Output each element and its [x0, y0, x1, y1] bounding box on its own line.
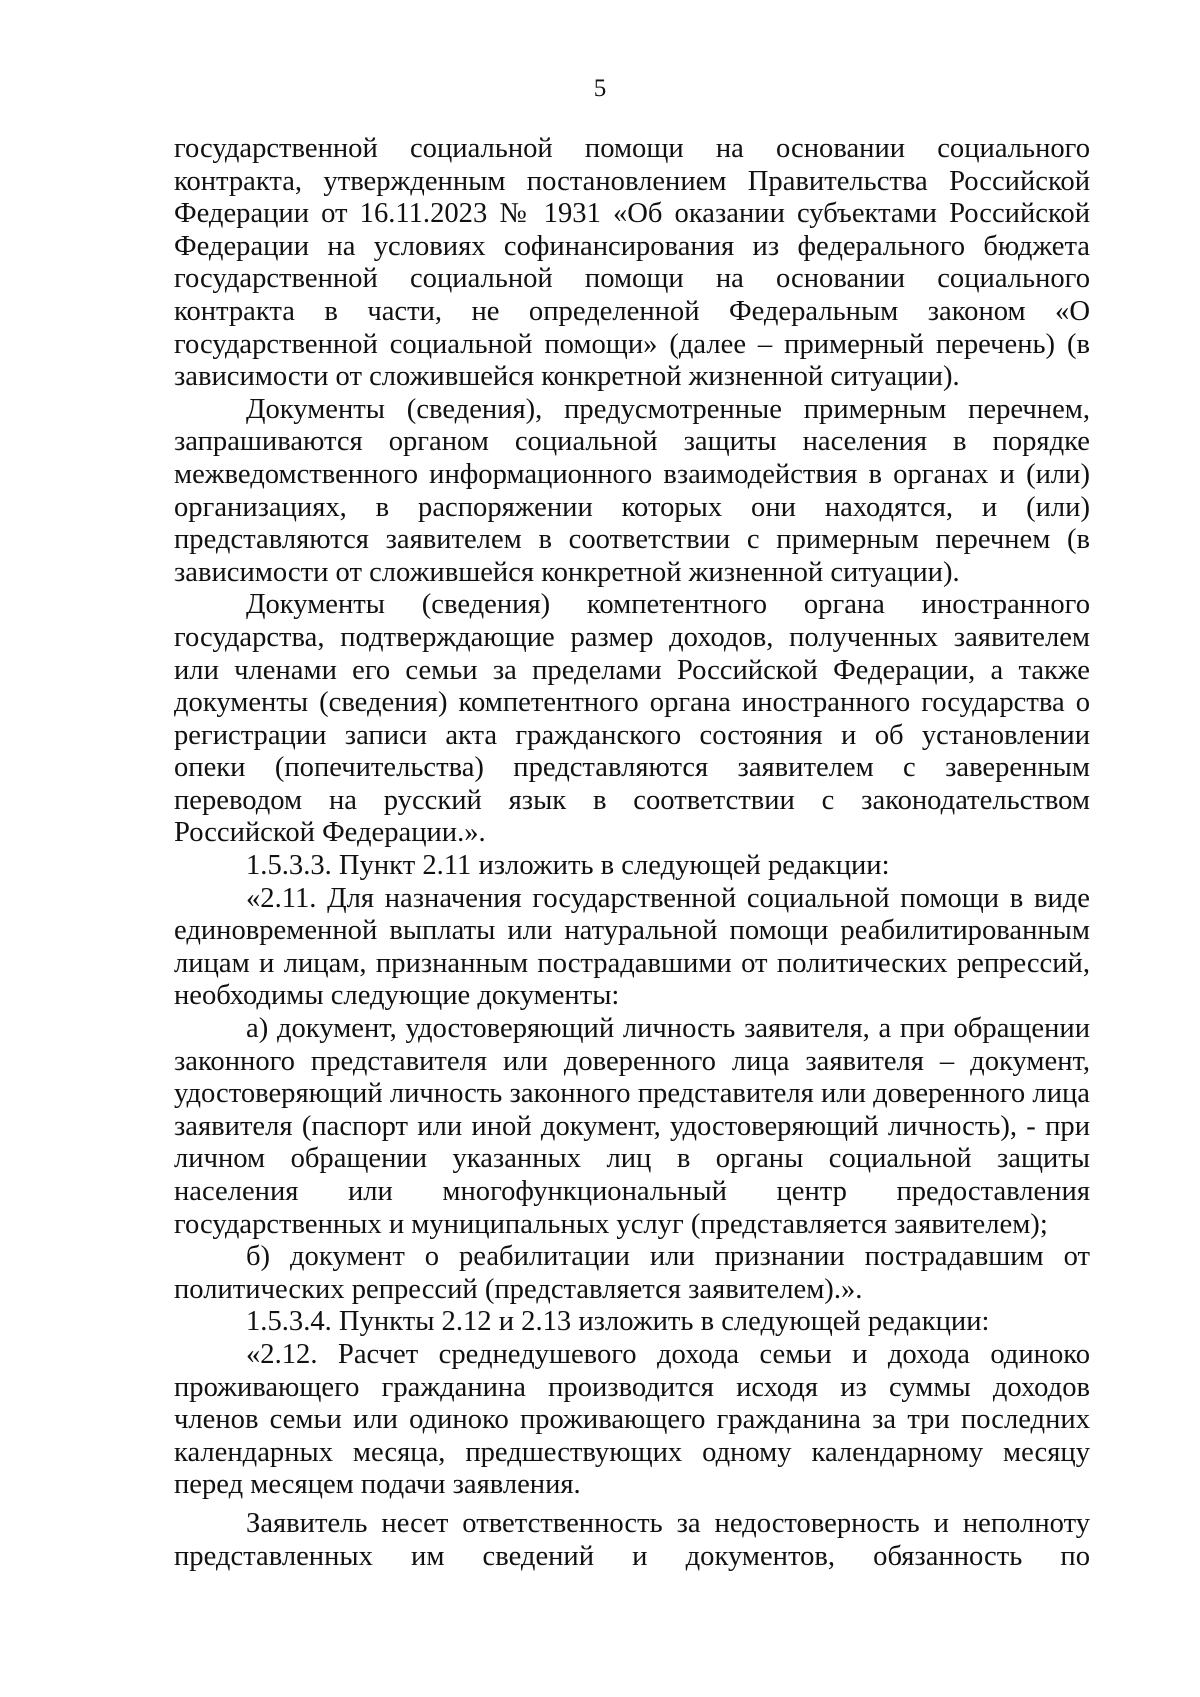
paragraph-applicant-responsibility: Заявитель несет ответственность за недостоверность и неполноту представленных им сведений и документов, обязанность по [174, 1507, 1090, 1572]
paragraph-clause-2-11: «2.11. Для назначения государственной социальной помощи в виде единовременной выплаты или натуральной помощи реабилитированным лицам и лицам, признанным пострадавшими от политических репрессий, необходимы следующие документы: [174, 882, 1090, 1012]
paragraph-item-1-5-3-4: 1.5.3.4. Пункты 2.12 и 2.13 изложить в следующей редакции: [246, 1306, 990, 1338]
paragraph-subitem-a: а) документ, удостоверяющий личность заявителя, а при обращении законного представителя или доверенного лица заявителя – документ, удостоверяющий личность законного представителя или доверенного лица заявителя (паспорт или иной документ, удостоверяющий личность), - при личном обращении указанных лиц в органы социальной защиты населения или многофункциональный центр предоставления государственных и муниципальных услуг (представляется заявителем); [174, 1013, 1090, 1240]
paragraph-clause-2-12: «2.12. Расчет среднедушевого дохода семьи и дохода одиноко проживающего гражданина производится исходя из суммы доходов членов семьи или одиноко проживающего гражданина за три последних календарных месяца, предшествующих одному календарному месяцу перед месяцем подачи заявления. [174, 1338, 1090, 1501]
paragraph-subitem-b: б) документ о реабилитации или признании пострадавшим от политических репрессий (представляется заявителем).». [174, 1241, 1090, 1305]
paragraph-documents-requested: Документы (сведения), предусмотренные примерным перечнем, запрашиваются органом социальной защиты населения в порядке межведомственного информационного взаимодействия в органах и (или) организациях, в распоряжении которых они находятся, и (или) представляются заявителем в соответствии с примерным перечнем (в зависимости от сложившейся конкретной жизненной ситуации). [174, 393, 1090, 588]
document-body [174, 133, 1090, 1573]
page-number: 5 [593, 75, 607, 102]
paragraph-item-1-5-3-3: 1.5.3.3. Пункт 2.11 изложить в следующей редакции: [246, 850, 890, 882]
paragraph-continuation: государственной социальной помощи на основании социального контракта, утвержденным постановлением Правительства Российской Федерации от 16.11.2023 № 1931 «Об оказании субъектами Российской Федерации на условиях софинансирования из федерального бюджета государственной социальной помощи на основании социального контракта в части, не определенной Федеральным законом «О государственной социальной помощи» (далее – примерный перечень) (в зависимости от сложившейся конкретной жизненной ситуации). [174, 133, 1090, 393]
paragraph-foreign-documents: Документы (сведения) компетентного органа иностранного государства, подтверждающие размер доходов, полученных заявителем или членами его семьи за пределами Российской Федерации, а также документы (сведения) компетентного органа иностранного государства о регистрации записи акта гражданского состояния и об установлении опеки (попечительства) представляются заявителем с заверенным переводом на русский язык в соответствии с законодательством Российской Федерации.». [174, 589, 1090, 849]
